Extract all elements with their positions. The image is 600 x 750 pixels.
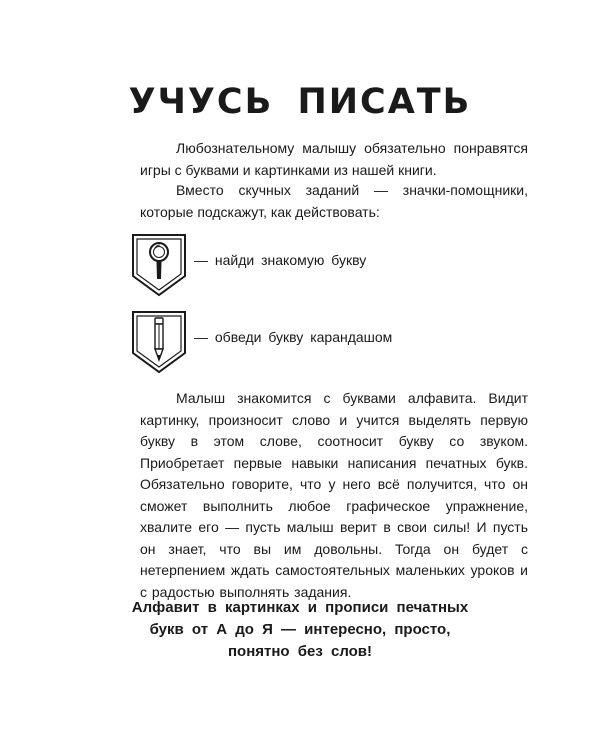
intro-paragraph-1: Любознательному малышу обязательно понравятся игры с буквами и картинками из нашей книги. [140, 140, 528, 178]
badge-find-letter [130, 232, 530, 302]
body-paragraph: Малыш знакомится с буквами алфавита. Видит картинку, произносит слово и учится выделять первую букву в этом слове, соотносит букву со звуком. Приобретает первые навыки написания печатных букв. Обязательно говорите, что у него всё получится, что он сможет выполнить любое графическое упражнение, хвалите его — пусть малыш верит в свои силы! И пусть он знает, что вы им довольны. Тогда он будет с нетерпением ждать самостоятельных маленьких уроков и с радостью выполнять задания. [140, 390, 528, 600]
page-title: УЧУСЬ ПИСАТЬ [128, 82, 472, 122]
magnifier-icon [130, 232, 188, 298]
badge-label-trace: — обведи букву карандашом [194, 329, 393, 345]
badge-trace-letter [130, 309, 530, 379]
closing-line-2: букв от А до Я — интересно, просто, [149, 621, 451, 638]
intro-paragraph-2: Вместо скучных заданий — значки-помощники, которые подскажут, как действовать: [140, 182, 528, 220]
pencil-icon [130, 309, 188, 375]
closing-line-3: понятно без слов! [227, 643, 373, 660]
badge-label-find: — найди знакомую букву [194, 252, 367, 268]
closing-statement [100, 597, 500, 663]
closing-line-1: Алфавит в картинках и прописи печатных [131, 599, 469, 616]
